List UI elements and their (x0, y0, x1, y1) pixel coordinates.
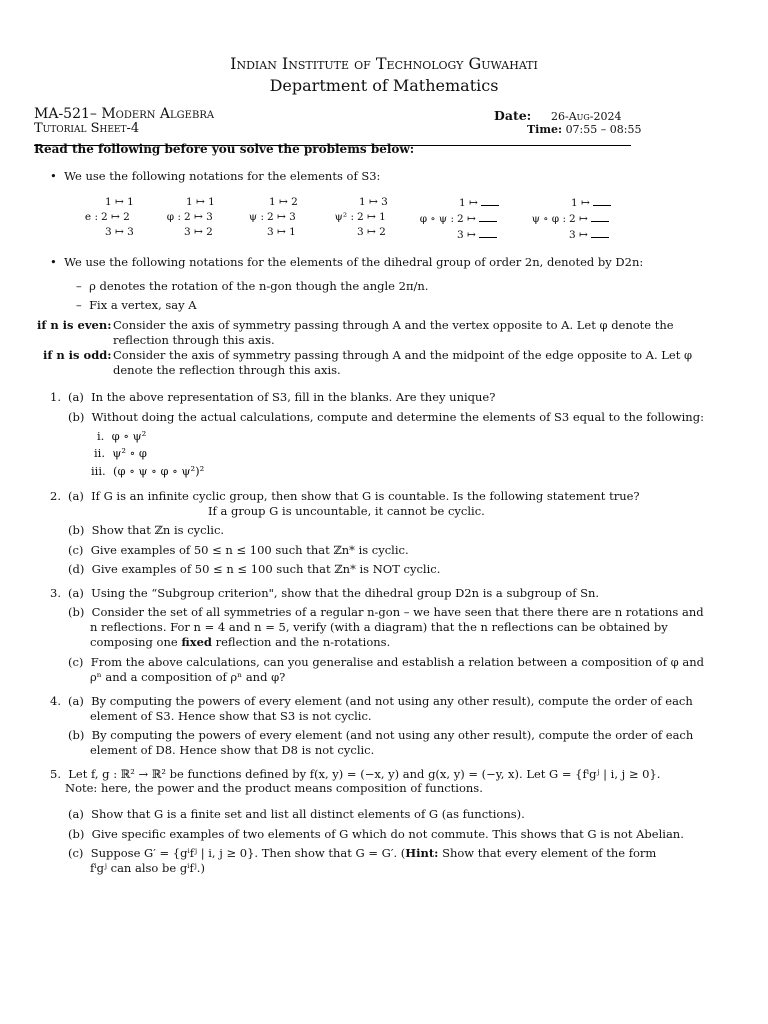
problem-1a: (a) In the above representation of S3, fill in the blanks. Are they unique? (68, 390, 496, 404)
odd-text-2: denote the reflection through this axis. (113, 363, 341, 377)
problem-4b-line-2: element of D8. Hence show that D8 is not cyclic. (90, 743, 375, 757)
odd-text-1: Consider the axis of symmetry passing through A and the midpoint of the edge opposite to A. Let φ (113, 348, 693, 362)
problem-4b-line-1: (b) By computing the powers of every element (and not using any other result), compute the order of each (68, 728, 694, 742)
problem-3a: (a) Using the “Subgroup criterion", show that the dihedral group D2n is a subgroup of Sn. (68, 586, 600, 600)
problem-3b-line-1: (b) Consider the set of all symmetries of a regular n-gon – we have seen that there there are n rotations and (68, 605, 704, 619)
problem-4a-line-1: (a) By computing the powers of every element (and not using any other result), compute the order of each (68, 694, 693, 708)
problem-3c-line-1: (c) From the above calculations, can you generalise and establish a relation between a composition of φ and (68, 655, 704, 669)
bullet-1: • We use the following notations for the elements of S3: (50, 169, 381, 183)
even-label: if n is even: (37, 318, 112, 332)
problem-2c: (c) Give examples of 50 ≤ n ≤ 100 such that ℤn* is cyclic. (68, 543, 409, 557)
blank-slot[interactable] (481, 195, 499, 206)
blank-slot[interactable] (479, 227, 497, 238)
bullet-2: • We use the following notations for the elements of the dihedral group of order 2n, denoted by D2n: (50, 255, 644, 269)
time-line: Time: 07:55 – 08:55 (527, 123, 642, 136)
dash-rho: – ρ denotes the rotation of the n-gon though the angle 2π/n. (76, 279, 429, 293)
problem-5-line-2: Note: here, the power and the product means composition of functions. (65, 781, 483, 795)
problem-5-line-1: 5. Let f, g : ℝ² → ℝ² be functions defined by f(x, y) = (−x, y) and g(x, y) = (−y, x). Let G = {fⁱgʲ | i, j ≥ 0}. (50, 767, 661, 781)
perm-phi-psi: φ ∘ ψ : 1 ↦ 2 ↦ 3 ↦ (410, 195, 499, 243)
blank-slot[interactable] (591, 227, 609, 238)
department-title: Department of Mathematics (269, 76, 499, 95)
perm-psi-squared: ψ² : 1 ↦ 3 2 ↦ 1 3 ↦ 2 (334, 196, 388, 238)
date-label: Date: (494, 108, 532, 123)
problem-5c-line-1: (c) Suppose G′ = {gⁱfʲ | i, j ≥ 0}. Then show that G = G′. (Hint: Show that every element of the form (68, 846, 657, 860)
preamble-heading: Read the following before you solve the problems below: (34, 142, 415, 156)
blank-slot[interactable] (479, 211, 497, 222)
problem-1-number: 1. (50, 390, 61, 404)
problem-3b-line-2: n reflections. For n = 4 and n = 5, verify (with a diagram) that the n reflections can be obtained by (90, 620, 668, 634)
even-text-2: reflection through this axis. (113, 333, 275, 347)
problem-3-number: 3. (50, 586, 61, 600)
course-title: MA-521– Modern Algebra (34, 106, 215, 122)
problem-5c-line-2: fⁱgʲ can also be gⁱfʲ.) (90, 861, 205, 875)
problem-1b: (b) Without doing the actual calculations, compute and determine the elements of S3 equal to the following: (68, 410, 704, 424)
problem-2b: (b) Show that ℤn is cyclic. (68, 523, 225, 537)
perm-phi: φ : 1 ↦ 1 2 ↦ 3 3 ↦ 2 (166, 196, 215, 238)
problem-3c-line-2: ρⁿ and a composition of ρⁿ and φ? (90, 670, 286, 684)
problem-4a-line-2: element of S3. Hence show that S3 is not cyclic. (90, 709, 372, 723)
problem-3b-line-3: composing one fixed reflection and the n-rotations. (90, 635, 391, 649)
problem-2-number: 2. (50, 489, 61, 503)
perm-psi: ψ : 1 ↦ 2 2 ↦ 3 3 ↦ 1 (248, 196, 298, 238)
problem-2a: (a) If G is an infinite cyclic group, then show that G is countable. Is the following statement true? (68, 489, 640, 503)
problem-4-number: 4. (50, 694, 61, 708)
header-rule (34, 145, 631, 146)
perm-e: e : 1 ↦ 1 2 ↦ 2 3 ↦ 3 (84, 196, 134, 238)
odd-label: if n is odd: (43, 348, 112, 362)
problem-1b-i: i. φ ∘ ψ² (97, 429, 147, 443)
blank-slot[interactable] (593, 195, 611, 206)
sheet-title: Tutorial Sheet-4 (34, 121, 140, 136)
even-text-1: Consider the axis of symmetry passing through A and the vertex opposite to A. Let φ denote the (113, 318, 674, 332)
problem-2a-statement: If a group G is uncountable, it cannot be cyclic. (208, 504, 485, 518)
problem-5b: (b) Give specific examples of two elements of G which do not commute. This shows that G is not Abelian. (68, 827, 684, 841)
perm-psi-phi: ψ ∘ φ : 1 ↦ 2 ↦ 3 ↦ (522, 195, 611, 243)
dash-vertex: – Fix a vertex, say A (76, 298, 197, 312)
problem-1b-iii: iii. (φ ∘ ψ ∘ φ ∘ ψ²)² (91, 464, 205, 478)
institute-title: Indian Institute of Technology Guwahati (230, 54, 538, 73)
problem-5a: (a) Show that G is a finite set and list all distinct elements of G (as functions). (68, 807, 525, 821)
problem-1b-ii: ii. ψ² ∘ φ (94, 446, 147, 460)
problem-2d: (d) Give examples of 50 ≤ n ≤ 100 such that ℤn* is NOT cyclic. (68, 562, 441, 576)
blank-slot[interactable] (591, 211, 609, 222)
date-value: 26-Aug-2024 (551, 110, 622, 123)
